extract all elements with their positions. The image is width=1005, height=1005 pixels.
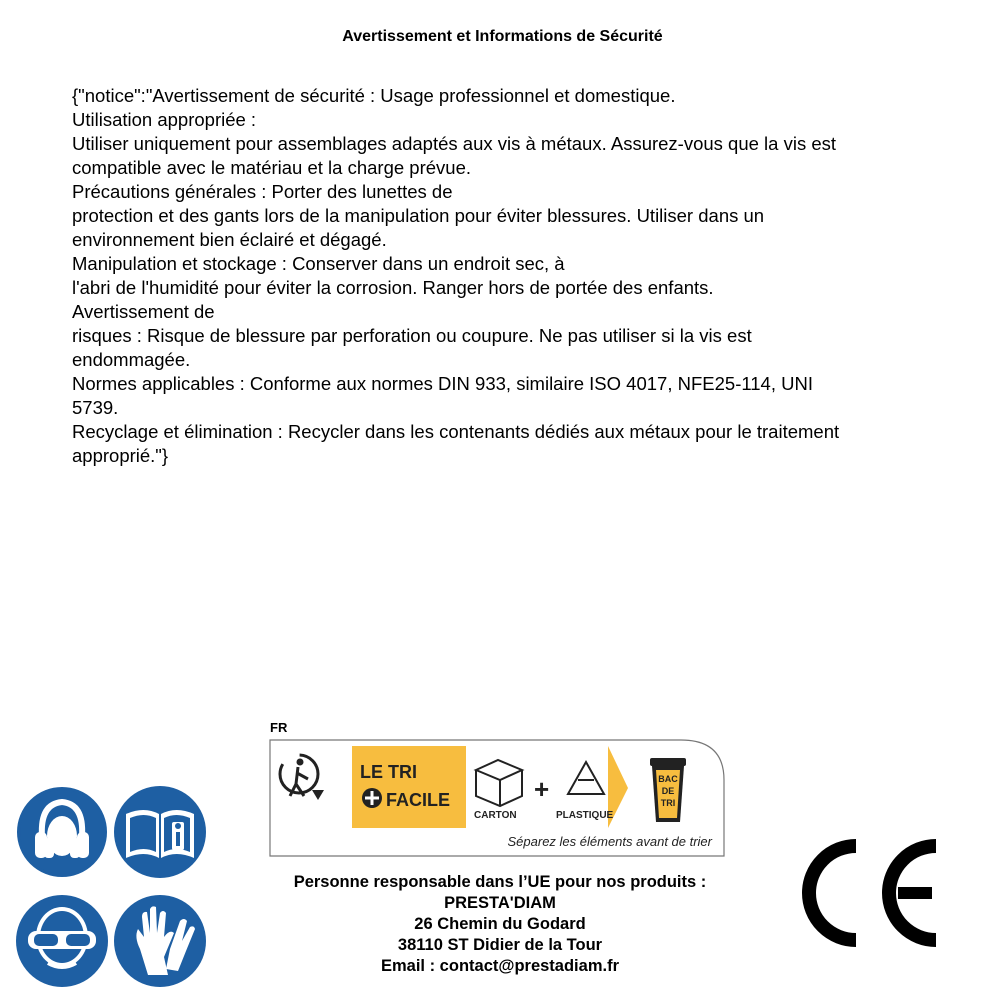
notice-line: protection et des gants lors de la manipulation pour éviter blessures. Utiliser dans un xyxy=(72,205,765,226)
triman-caption: Séparez les éléments avant de trier xyxy=(507,834,712,849)
notice-line: compatible avec le matériau et la charge prévue. xyxy=(72,157,471,178)
contact-line: 26 Chemin du Godard xyxy=(414,915,586,933)
contact-line: 38110 ST Didier de la Tour xyxy=(397,936,603,954)
notice-line: Manipulation et stockage : Conserver dans un endroit sec, à xyxy=(72,253,565,274)
notice-line: Utilisation appropriée : xyxy=(72,109,257,130)
svg-text:TRI: TRI xyxy=(660,798,676,808)
triman-sorting-logo xyxy=(266,718,726,860)
notice-line: Précautions générales : Porter des lunettes de xyxy=(72,181,453,202)
notice-line: Recyclage et élimination : Recycler dans les contenants dédiés aux métaux pour le traitement xyxy=(72,421,840,442)
svg-text:BAC: BAC xyxy=(658,774,678,784)
notice-line: {"notice":"Avertissement de sécurité : Usage professionnel et domestique. xyxy=(72,85,676,106)
notice-line: l'abri de l'humidité pour éviter la corrosion. Ranger hors de portée des enfants. xyxy=(72,277,714,298)
notice-line: risques : Risque de blessure par perforation ou coupure. Ne pas utiliser si la vis est xyxy=(72,325,752,346)
plastique-label: PLASTIQUE xyxy=(556,810,614,821)
notice-line: endommagée. xyxy=(72,349,191,370)
ear-protection-icon xyxy=(14,784,110,880)
svg-text:+: + xyxy=(534,774,550,804)
notice-line: approprié."} xyxy=(72,445,169,466)
notice-line: Normes applicables : Conforme aux normes DIN 933, similaire ISO 4017, NFE25-114, UNI xyxy=(72,373,813,394)
triman-line2: FACILE xyxy=(386,790,451,810)
notice-line: environnement bien éclairé et dégagé. xyxy=(72,229,387,250)
triman-line1: LE TRI xyxy=(360,762,417,782)
notice-line: 5739. xyxy=(72,397,119,418)
safety-notice xyxy=(72,84,932,468)
ce-mark-icon xyxy=(796,838,941,948)
gloves-icon xyxy=(112,893,208,989)
carton-label: CARTON xyxy=(474,810,517,821)
contact-block xyxy=(200,872,800,977)
page-title: Avertissement et Informations de Sécurité xyxy=(342,28,663,45)
eye-protection-icon xyxy=(14,893,110,989)
notice-line: Avertissement de xyxy=(72,301,215,322)
svg-text:DE: DE xyxy=(661,786,675,796)
contact-line: PRESTA'DIAM xyxy=(444,894,556,912)
bin-icon xyxy=(650,758,686,822)
contact-line: Email : contact@prestadiam.fr xyxy=(381,957,619,975)
notice-line: Utiliser uniquement pour assemblages adaptés aux vis à métaux. Assurez-vous que la vis est xyxy=(72,133,837,154)
read-manual-icon xyxy=(110,784,210,880)
contact-line: Personne responsable dans l’UE pour nos produits : xyxy=(293,873,707,891)
triman-country: FR xyxy=(270,720,288,735)
